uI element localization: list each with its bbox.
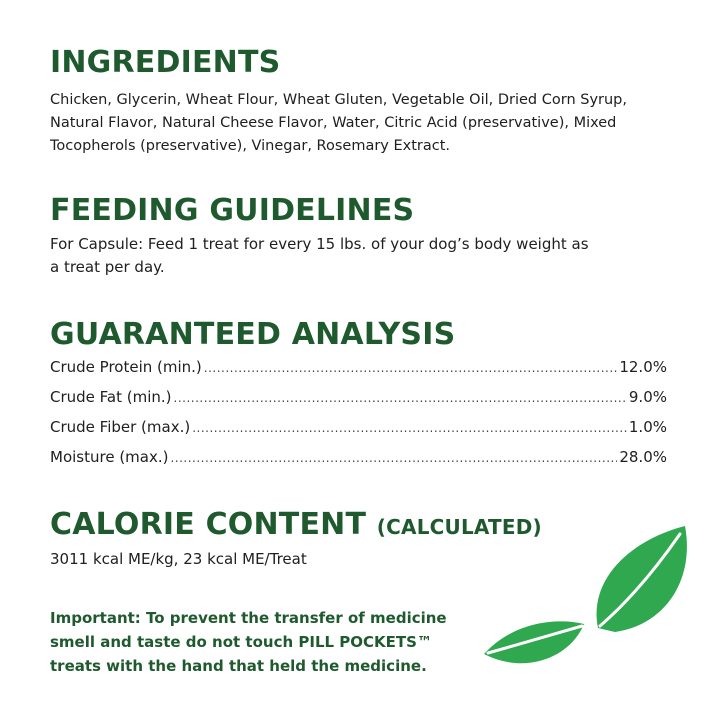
important-tail: treats with the hand that held the medicine. [50,657,427,675]
calorie-heading-main: CALORIE CONTENT [50,507,367,542]
analysis-row-fat [50,388,667,418]
analysis-label: Crude Fat (min.) [50,388,172,406]
dot-leader [192,421,627,435]
small-leaf [484,621,584,663]
calorie-content-heading [50,507,542,542]
analysis-value: 12.0% [619,358,667,376]
dot-leader [174,391,627,405]
analysis-label: Moisture (max.) [50,448,169,466]
dot-leader [170,451,617,465]
analysis-value: 9.0% [628,388,667,406]
analysis-row-moisture [50,448,667,478]
analysis-row-fiber [50,418,667,448]
dot-leader [204,361,618,375]
guaranteed-analysis-list [50,358,667,478]
feeding-guidelines-text: For Capsule: Feed 1 treat for every 15 lbs. of your dog’s body weight as a treat per day. [50,235,589,276]
analysis-row-protein [50,358,667,388]
analysis-value: 1.0% [628,418,667,436]
important-notice [50,606,450,678]
leaves-icon [480,520,700,680]
ingredients-text: Chicken, Glycerin, Wheat Flour, Wheat Gluten, Vegetable Oil, Dried Corn Syrup, Natural Flavor, Natural Cheese Flavor, Water, Citric Acid (preservative), Mixed Tocopherols (preservative), Vinegar, Rosemary Extract. [50,92,627,154]
analysis-label: Crude Protein (min.) [50,358,202,376]
analysis-value: 28.0% [619,448,667,466]
calorie-content-text: 3011 kcal ME/kg, 23 kcal ME/Treat [50,550,307,568]
analysis-label: Crude Fiber (max.) [50,418,191,436]
guaranteed-analysis-heading: GUARANTEED ANALYSIS [50,317,456,352]
feeding-guidelines-heading: FEEDING GUIDELINES [50,193,415,228]
brand-name: PILL POCKETS™ [298,633,432,651]
ingredients-heading: INGREDIENTS [50,45,281,80]
important-lead: Important: To prevent the transfer of medicine smell and taste do not touch [50,609,447,651]
calorie-heading-sub: (CALCULATED) [376,515,542,539]
